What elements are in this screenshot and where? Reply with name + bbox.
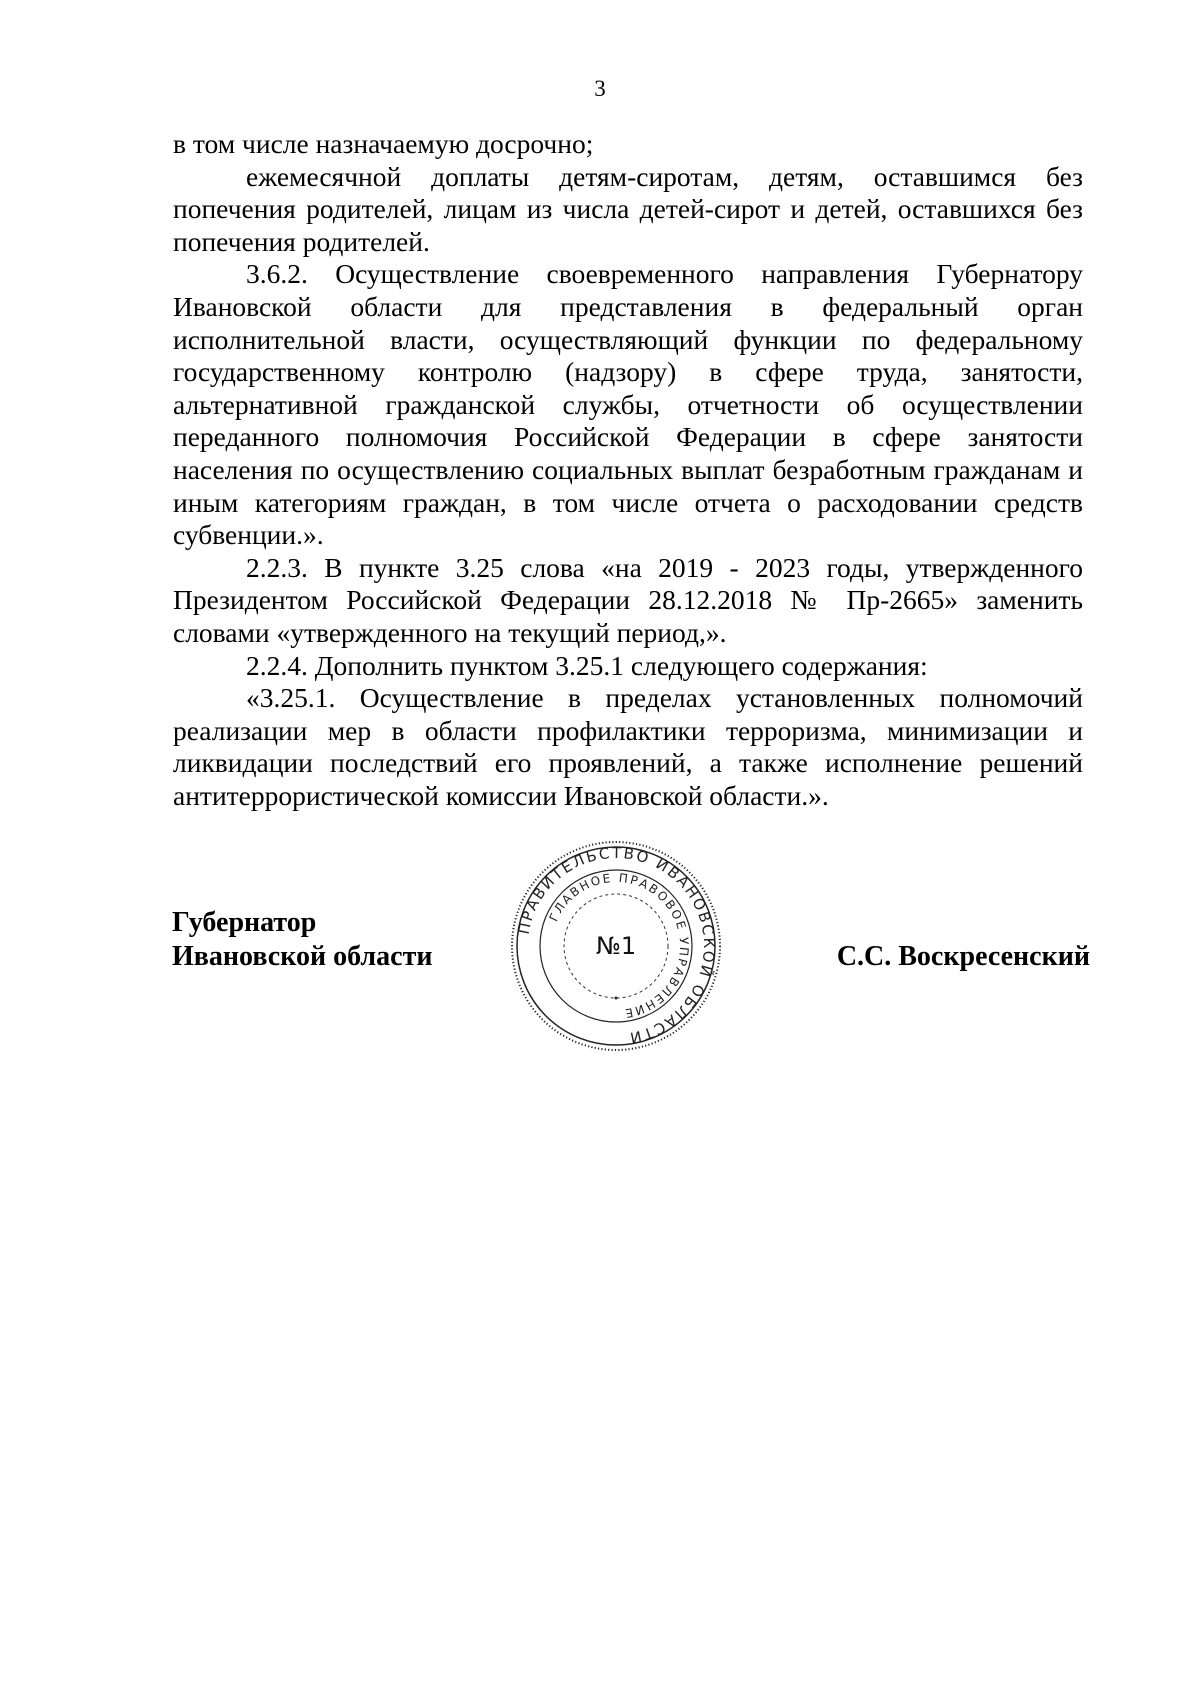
paragraph: 3.6.2. Осуществление своевременного направления Губернатору Ивановской области для представления в федеральный орган исполнительной власти, осуществляющий функции по федеральному государственному контролю (надзору) в сфере труда, занятости, альтернативной гражданской службы, отчетности об осуществлении переданного полномочия Российской Федерации в сфере занятости населения по осуществлению социальных выплат безработным гражданам и иным категориям граждан, в том числе отчета о расходовании средств субвенции.». (173, 258, 1083, 551)
seal-outer-text: ПРАВИТЕЛЬСТВО ИВАНОВСКОЙ ОБЛАСТИ (514, 843, 719, 1048)
seal-center-number: №1 (595, 932, 637, 960)
paragraph: 2.2.4. Дополнить пунктом 3.25.1 следующего содержания: (246, 649, 928, 681)
seal-stamp-icon (508, 838, 724, 1054)
document-body (173, 128, 1083, 812)
paragraph: в том числе назначаемую досрочно; (173, 128, 594, 159)
page-number: 3 (594, 76, 606, 101)
signatory-title (172, 906, 432, 974)
paragraph: ежемесячной доплаты детям-сиротам, детям, оставшимся без попечения родителей, лицам из числа детей-сирот и детей, оставшихся без попечения родителей. (173, 160, 1083, 257)
paragraph: «3.25.1. Осуществление в пределах установленных полномочий реализации мер в области профилактики терроризма, минимизации и ликвидации последствий его проявлений, а также исполнение решений антитеррористической комиссии Ивановской области.». (173, 682, 1083, 811)
signatory-title-line: Губернатор (172, 907, 317, 938)
seal-inner-text: ГЛАВНОЕ ПРАВОВОЕ УПРАВЛЕНИЕ (546, 870, 692, 1021)
signatory-title-line: Ивановской области (172, 941, 433, 972)
official-seal (508, 838, 724, 1054)
paragraph: 2.2.3. В пункте 3.25 слова «на 2019 - 2023 годы, утвержденного Президентом Российской Федерации 28.12.2018 № Пр-2665» заменить словами «утвержденного на текущий период,». (173, 551, 1083, 648)
signatory-name: С.С. Воскресенский (836, 941, 1090, 972)
